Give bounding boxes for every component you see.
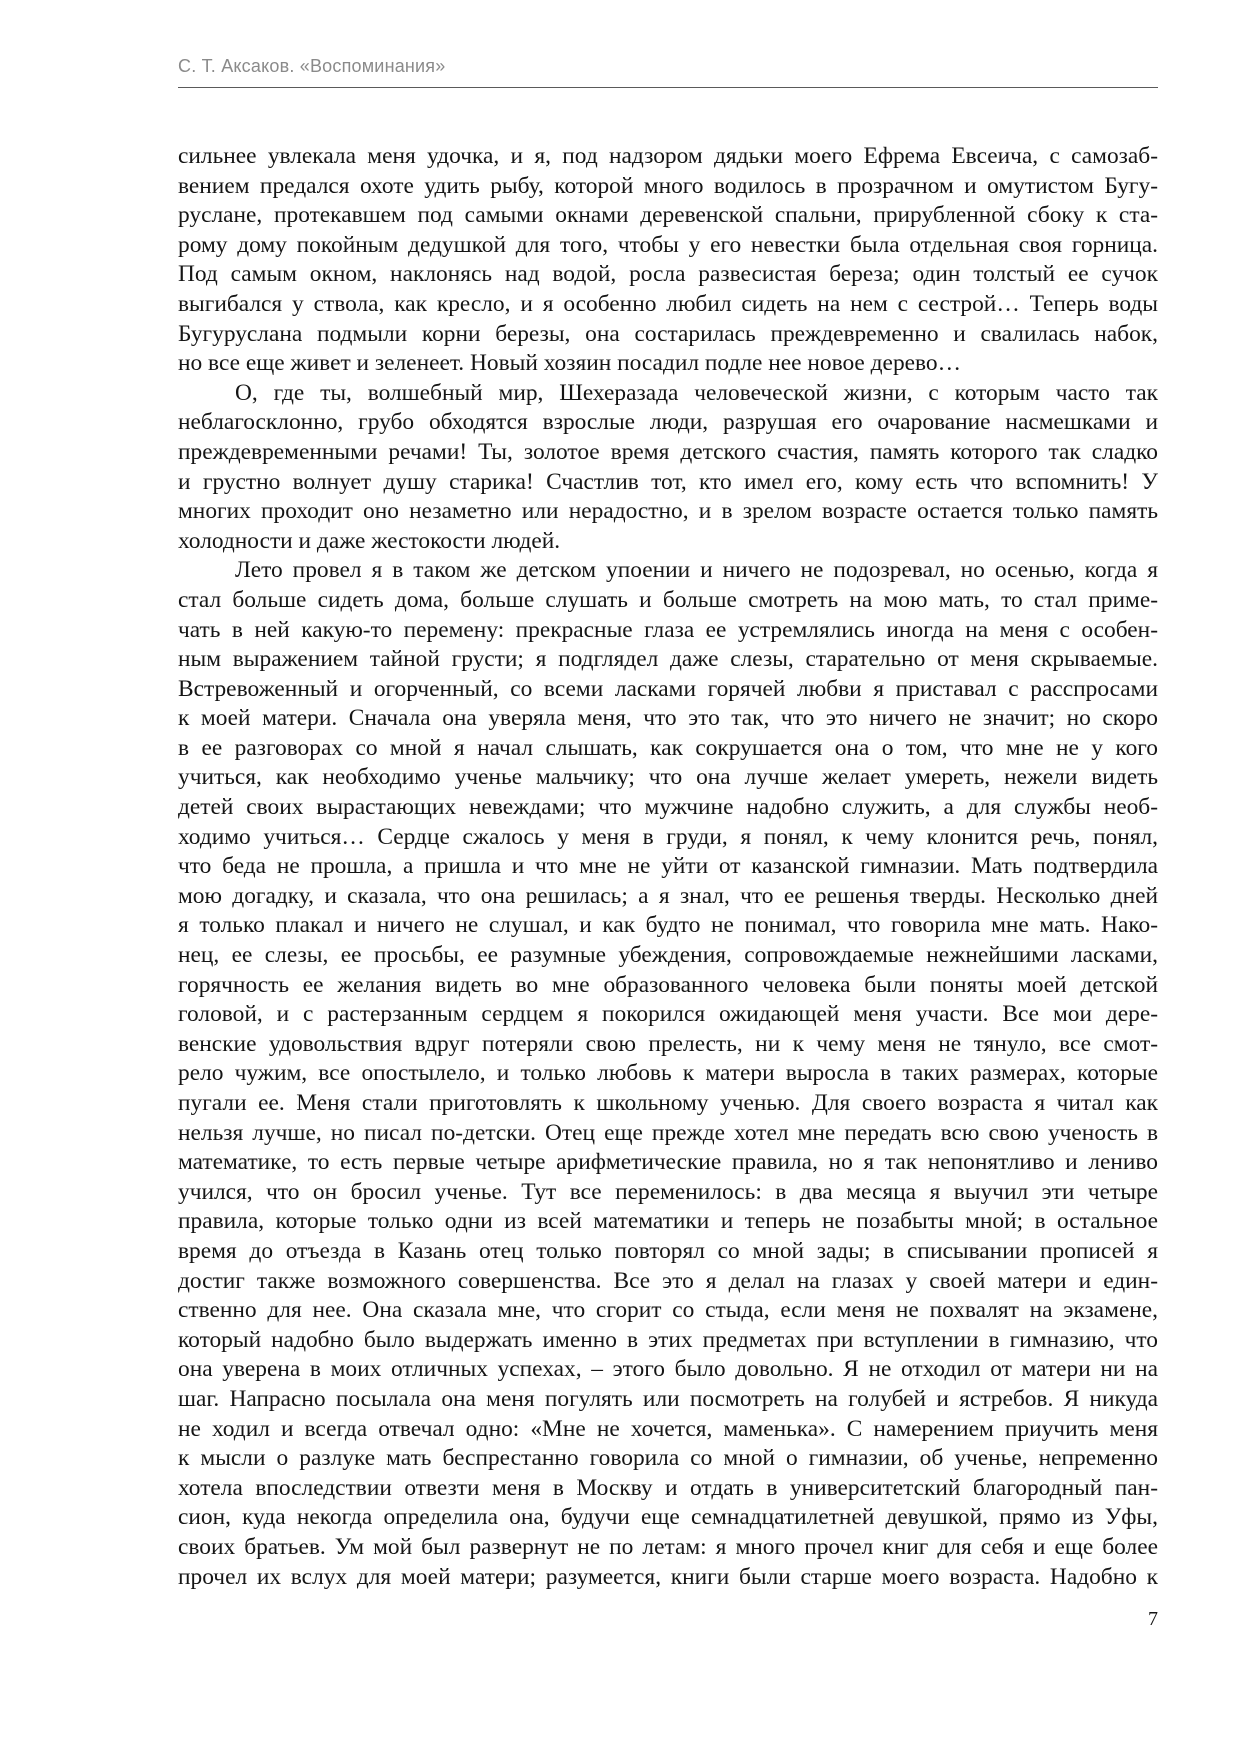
text-line: нец, ее слезы, ее просьбы, ее разумные убеждения, сопровождаемые нежнейшими ласками, xyxy=(178,942,1158,969)
text-line: Бугуруслана подмыли корни березы, она состарилась преждевременно и свалилась набок, xyxy=(178,320,1158,347)
text-line: головой, и с растерзанным сердцем я покорился ожидающей меня участи. Все мои дере- xyxy=(178,1001,1158,1028)
running-head: С. Т. Аксаков. «Воспоминания» xyxy=(178,56,446,76)
text-line: пугали ее. Меня стали приготовлять к школьному ученью. Для своего возраста я читал как xyxy=(178,1090,1158,1116)
text-line: рому дому покойным дедушкой для того, чтобы у его невестки была отдельная своя горница. xyxy=(178,231,1158,258)
text-line: ственно для нее. Она сказала мне, что сгорит со стыда, если меня не похвалят на экзамене, xyxy=(178,1297,1158,1324)
text-line: ным выражением тайной грусти; я подглядел даже слезы, старательно от меня скрываемые. xyxy=(178,646,1158,673)
text-line: детей своих вырастающих невеждами; что мужчине надобно служить, а для службы необ- xyxy=(178,794,1158,821)
text-line: достиг также возможного совершенства. Все это я делал на глазах у своей матери и един- xyxy=(178,1267,1158,1294)
text-line: хотела впоследствии отвезти меня в Москву и отдать в университетский благородный пан- xyxy=(178,1474,1158,1501)
body-text xyxy=(178,142,1158,1592)
paragraph xyxy=(178,142,1158,379)
text-line: мою догадку, и сказала, что она решилась; а я знал, что ее решенья тверды. Несколько дней xyxy=(178,882,1158,909)
text-line: неблагосклонно, грубо обходятся взрослые люди, разрушая его очарование насмешками и xyxy=(178,409,1158,436)
text-line: но все еще живет и зеленеет. Новый хозяин посадил подле нее новое дерево… xyxy=(178,350,961,377)
text-line: сион, куда некогда определила она, будучи еще семнадцатилетней девушкой, прямо из Уфы, xyxy=(178,1504,1158,1531)
text-line: холодности и даже жестокости людей. xyxy=(178,527,561,554)
text-line: я только плакал и ничего не слушал, и как будто не понимал, что говорила мне мать. Нако- xyxy=(178,912,1158,939)
text-line: Под самым окном, наклонясь над водой, росла развесистая береза; один толстый ее сучок xyxy=(178,261,1158,288)
paragraph xyxy=(178,556,1158,1592)
text-line: учился, что он бросил ученье. Тут все переменилось: в два месяца я выучил эти четыре xyxy=(178,1178,1158,1205)
text-line: горячность ее желания видеть во мне образованного человека были поняты моей детской xyxy=(178,971,1158,998)
text-line: Лето провел я в таком же детском упоении и ничего не подозревал, но осенью, когда я xyxy=(235,557,1158,584)
text-line: выгибался у ствола, как кресло, и я особенно любил сидеть на нем с сестрой… Теперь воды xyxy=(178,290,1158,317)
text-line: в ее разговорах со мной я начал слышать, как сокрушается она о том, что мне не у кого xyxy=(178,734,1158,761)
paragraph xyxy=(178,379,1158,557)
text-line: стал больше сидеть дома, больше слушать и больше смотреть на мою мать, то стал приме- xyxy=(178,586,1158,613)
text-line: преждевременными речами! Ты, золотое время детского счастия, память которого так сладко xyxy=(178,438,1158,465)
page-number: 7 xyxy=(1148,1608,1158,1630)
text-line: и грустно волнует душу старика! Счастлив тот, кто имел его, кому есть что вспомнить! У xyxy=(178,468,1158,495)
text-line: правила, которые только одни из всей математики и теперь не позабыты мной; в остальное xyxy=(178,1208,1158,1235)
text-line: который надобно было выдержать именно в этих предметах при вступлении в гимназию, что xyxy=(178,1326,1158,1353)
text-line: своих братьев. Ум мой был развернут не по летам: я много прочел книг для себя и еще более xyxy=(178,1533,1158,1560)
header-rule xyxy=(178,87,1158,88)
text-line: ходимо учиться… Сердце сжалось у меня в груди, я понял, к чему клонится речь, понял, xyxy=(178,823,1158,850)
text-line: вением предался охоте удить рыбу, которой много водилось в прозрачном и омутистом Бугу- xyxy=(178,172,1158,199)
text-line: сильнее увлекала меня удочка, и я, под надзором дядьки моего Ефрема Евсеича, с самозаб- xyxy=(178,143,1158,169)
text-line: математике, то есть первые четыре арифметические правила, но я так непонятливо и лениво xyxy=(178,1149,1158,1176)
text-line: к мысли о разлуке мать беспрестанно говорила со мной о гимназии, об ученье, непременно xyxy=(178,1445,1158,1472)
text-line: к моей матери. Сначала она уверяла меня, что это так, что это ничего не значит; но скоро xyxy=(178,705,1158,732)
text-line: шаг. Напрасно посылала она меня погулять или посмотреть на голубей и ястребов. Я никуда xyxy=(178,1385,1158,1412)
text-line: что беда не прошла, а пришла и что мне не уйти от казанской гимназии. Мать подтвердила xyxy=(178,853,1158,880)
text-line: многих проходит оно незаметно или нерадостно, и в зрелом возрасте остается только память xyxy=(178,498,1158,525)
text-line: нельзя лучше, но писал по-детски. Отец еще прежде хотел мне передать всю свою ученость в xyxy=(178,1119,1158,1146)
text-line: прочел их вслух для моей матери; разумеется, книги были старше моего возраста. Надобно к xyxy=(178,1563,1158,1590)
text-line: время до отъезда в Казань отец только повторял со мной зады; в списывании прописей я xyxy=(178,1237,1158,1264)
text-line: чать в ней какую-то перемену: прекрасные глаза ее устремлялись иногда на меня с особен- xyxy=(178,616,1158,643)
text-line: руслане, протекавшем под самыми окнами деревенской спальни, прирубленной сбоку к ста- xyxy=(178,202,1158,229)
text-line: О, где ты, волшебный мир, Шехеразада человеческой жизни, с которым часто так xyxy=(235,379,1158,406)
text-line: учиться, как необходимо ученье мальчику; что она лучше желает умереть, нежели видеть xyxy=(178,764,1158,791)
text-line: не ходил и всегда отвечал одно: «Мне не хочется, маменька». С намерением приучить меня xyxy=(178,1415,1158,1442)
text-line: рело чужим, все опостылело, и только любовь к матери выросла в таких размерах, которые xyxy=(178,1060,1158,1087)
text-line: венские удовольствия вдруг потеряли свою прелесть, ни к чему меня не тянуло, все смот- xyxy=(178,1030,1158,1057)
text-line: Встревоженный и огорченный, со всеми ласками горячей любви я приставал с расспросами xyxy=(178,675,1158,702)
text-line: она уверена в моих отличных успехах, – этого было довольно. Я не отходил от матери ни на xyxy=(178,1356,1158,1383)
